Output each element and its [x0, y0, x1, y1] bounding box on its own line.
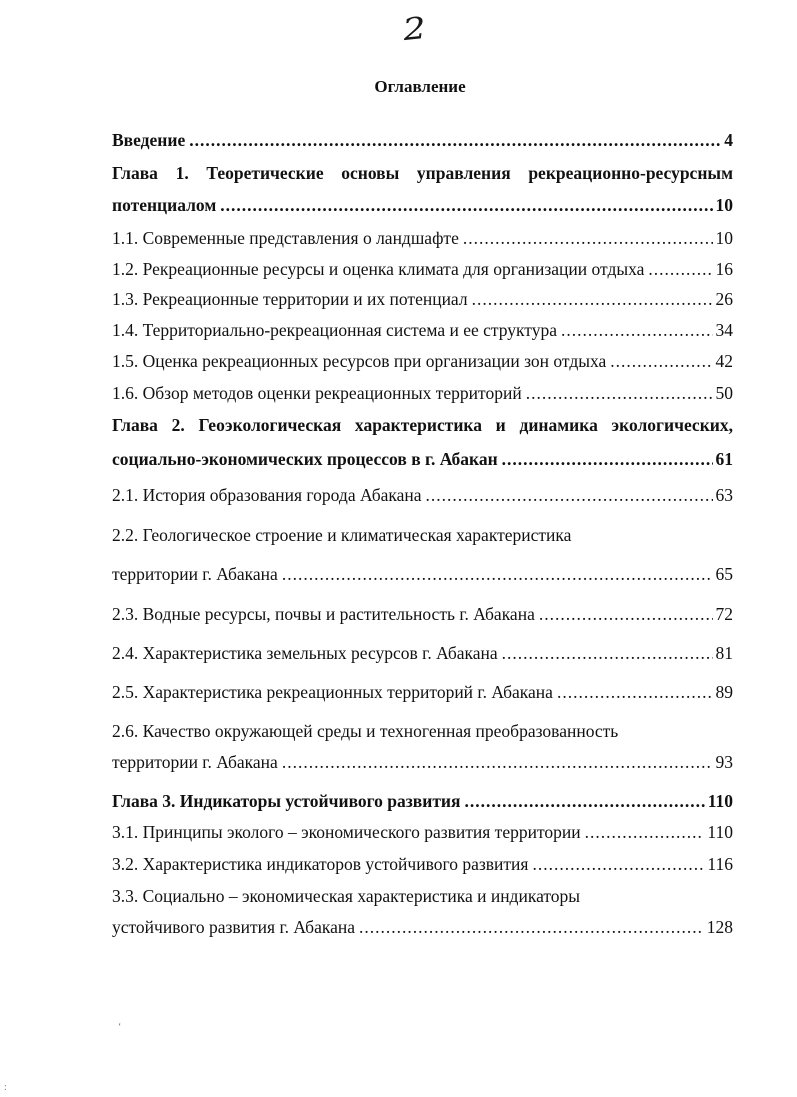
toc-title: Оглавление [374, 77, 466, 96]
toc-chapter-2-line-1: Глава 2. Геоэкологическая характеристика и динамика экологических, [112, 415, 733, 435]
toc-entry-text: территории г. Абакана [112, 752, 278, 772]
dot-leader [557, 680, 713, 704]
dot-leader [610, 349, 712, 373]
toc-entry-page: 34 [715, 320, 733, 340]
dot-leader [561, 318, 713, 342]
handwritten-page-number: 2 [401, 10, 428, 49]
toc-entry-2-2 [112, 562, 733, 586]
toc-entry-text: Глава 3. Индикаторы устойчивого развития [112, 791, 461, 811]
toc-entry-page: 116 [707, 854, 733, 874]
dot-leader [502, 641, 713, 665]
toc-entry-2-5 [112, 680, 733, 704]
dot-leader [220, 193, 712, 217]
toc-entry-page: 4 [724, 130, 733, 150]
toc-entry-text: 2.1. История образования города Абакана [112, 485, 422, 505]
toc-entry-page: 26 [715, 289, 733, 309]
toc-entry-text: устойчивого развития г. Абакана [112, 917, 355, 937]
dot-leader [502, 447, 713, 471]
toc-entry-1-6 [112, 381, 733, 405]
toc-chapter-2 [112, 447, 733, 471]
toc-chapter-1 [112, 193, 733, 217]
toc-chapter-3 [112, 789, 733, 813]
toc-entry-text: 1.2. Рекреационные ресурсы и оценка климата для организации отдыха [112, 259, 645, 279]
toc-entry-intro [112, 128, 733, 152]
dot-leader [472, 287, 713, 311]
toc-entry-2-3 [112, 602, 733, 626]
toc-entry-text: Введение [112, 130, 186, 150]
toc-entry-page: 110 [707, 791, 733, 811]
dot-leader [464, 789, 704, 813]
toc-entry-text: 2.4. Характеристика земельных ресурсов г. Абакана [112, 643, 498, 663]
toc-entry-text: 2.5. Характеристика рекреационных территорий г. Абакана [112, 682, 553, 702]
dot-leader [359, 915, 704, 939]
toc-entry-2-2-line-1: 2.2. Геологическое строение и климатическая характеристика [112, 525, 572, 545]
toc-entry-page: 128 [706, 917, 733, 937]
toc-entry-text: социально-экономических процессов в г. Абакан [112, 449, 498, 469]
dot-leader [585, 820, 705, 844]
toc-entry-text: 1.3. Рекреационные территории и их потенциал [112, 289, 468, 309]
toc-entry-page: 10 [715, 195, 733, 215]
scan-speck: : [4, 1082, 7, 1093]
toc-entry-page: 16 [715, 259, 733, 279]
toc-entry-1-2 [112, 257, 733, 281]
dot-leader [648, 257, 712, 281]
toc-entry-page: 42 [715, 351, 733, 371]
dot-leader [526, 381, 713, 405]
toc-entry-text: 3.1. Принципы эколого – экономического развития территории [112, 822, 581, 842]
toc-entry-page: 63 [715, 485, 733, 505]
toc-entry-text: 1.4. Территориально-рекреационная система и ее структура [112, 320, 557, 340]
dot-leader [463, 226, 713, 250]
toc-entry-page: 65 [715, 564, 733, 584]
toc-entry-text: 3.2. Характеристика индикаторов устойчивого развития [112, 854, 529, 874]
toc-entry-3-1 [112, 820, 733, 844]
toc-entry-2-6-line-1: 2.6. Качество окружающей среды и техногенная преобразованность [112, 721, 619, 741]
dot-leader [426, 483, 713, 507]
toc-entry-2-1 [112, 483, 733, 507]
toc-entry-text: 1.1. Современные представления о ландшафте [112, 228, 459, 248]
toc-entry-page: 10 [715, 228, 733, 248]
toc-entry-text: потенциалом [112, 195, 217, 215]
dot-leader [189, 128, 721, 152]
toc-entry-2-4 [112, 641, 733, 665]
toc-entry-text: территории г. Абакана [112, 564, 278, 584]
dot-leader [539, 602, 713, 626]
toc-entry-3-3-line-1: 3.3. Социально – экономическая характеристика и индикаторы [112, 886, 581, 906]
toc-chapter-1-line-1: Глава 1. Теоретические основы управления рекреационно-ресурсным [112, 163, 733, 183]
toc-entry-page: 72 [715, 604, 733, 624]
toc-entry-page: 81 [715, 643, 733, 663]
toc-entry-page: 110 [707, 822, 733, 842]
toc-entry-text: 1.6. Обзор методов оценки рекреационных территорий [112, 383, 522, 403]
toc-entry-1-4 [112, 318, 733, 342]
dot-leader [282, 750, 713, 774]
scan-speck: ‘ [118, 1022, 122, 1033]
dot-leader [532, 852, 704, 876]
toc-entry-1-3 [112, 287, 733, 311]
toc-entry-1-1 [112, 226, 733, 250]
toc-entry-text: 2.3. Водные ресурсы, почвы и растительность г. Абакана [112, 604, 535, 624]
dot-leader [282, 562, 713, 586]
toc-entry-1-5 [112, 349, 733, 373]
toc-entry-page: 61 [715, 449, 733, 469]
toc-entry-page: 50 [715, 383, 733, 403]
toc-entry-page: 89 [715, 682, 733, 702]
toc-entry-2-6 [112, 750, 733, 774]
toc-entry-text: 1.5. Оценка рекреационных ресурсов при организации зон отдыха [112, 351, 607, 371]
toc-entry-3-2 [112, 852, 733, 876]
toc-entry-3-3 [112, 915, 733, 939]
toc-entry-page: 93 [715, 752, 733, 772]
